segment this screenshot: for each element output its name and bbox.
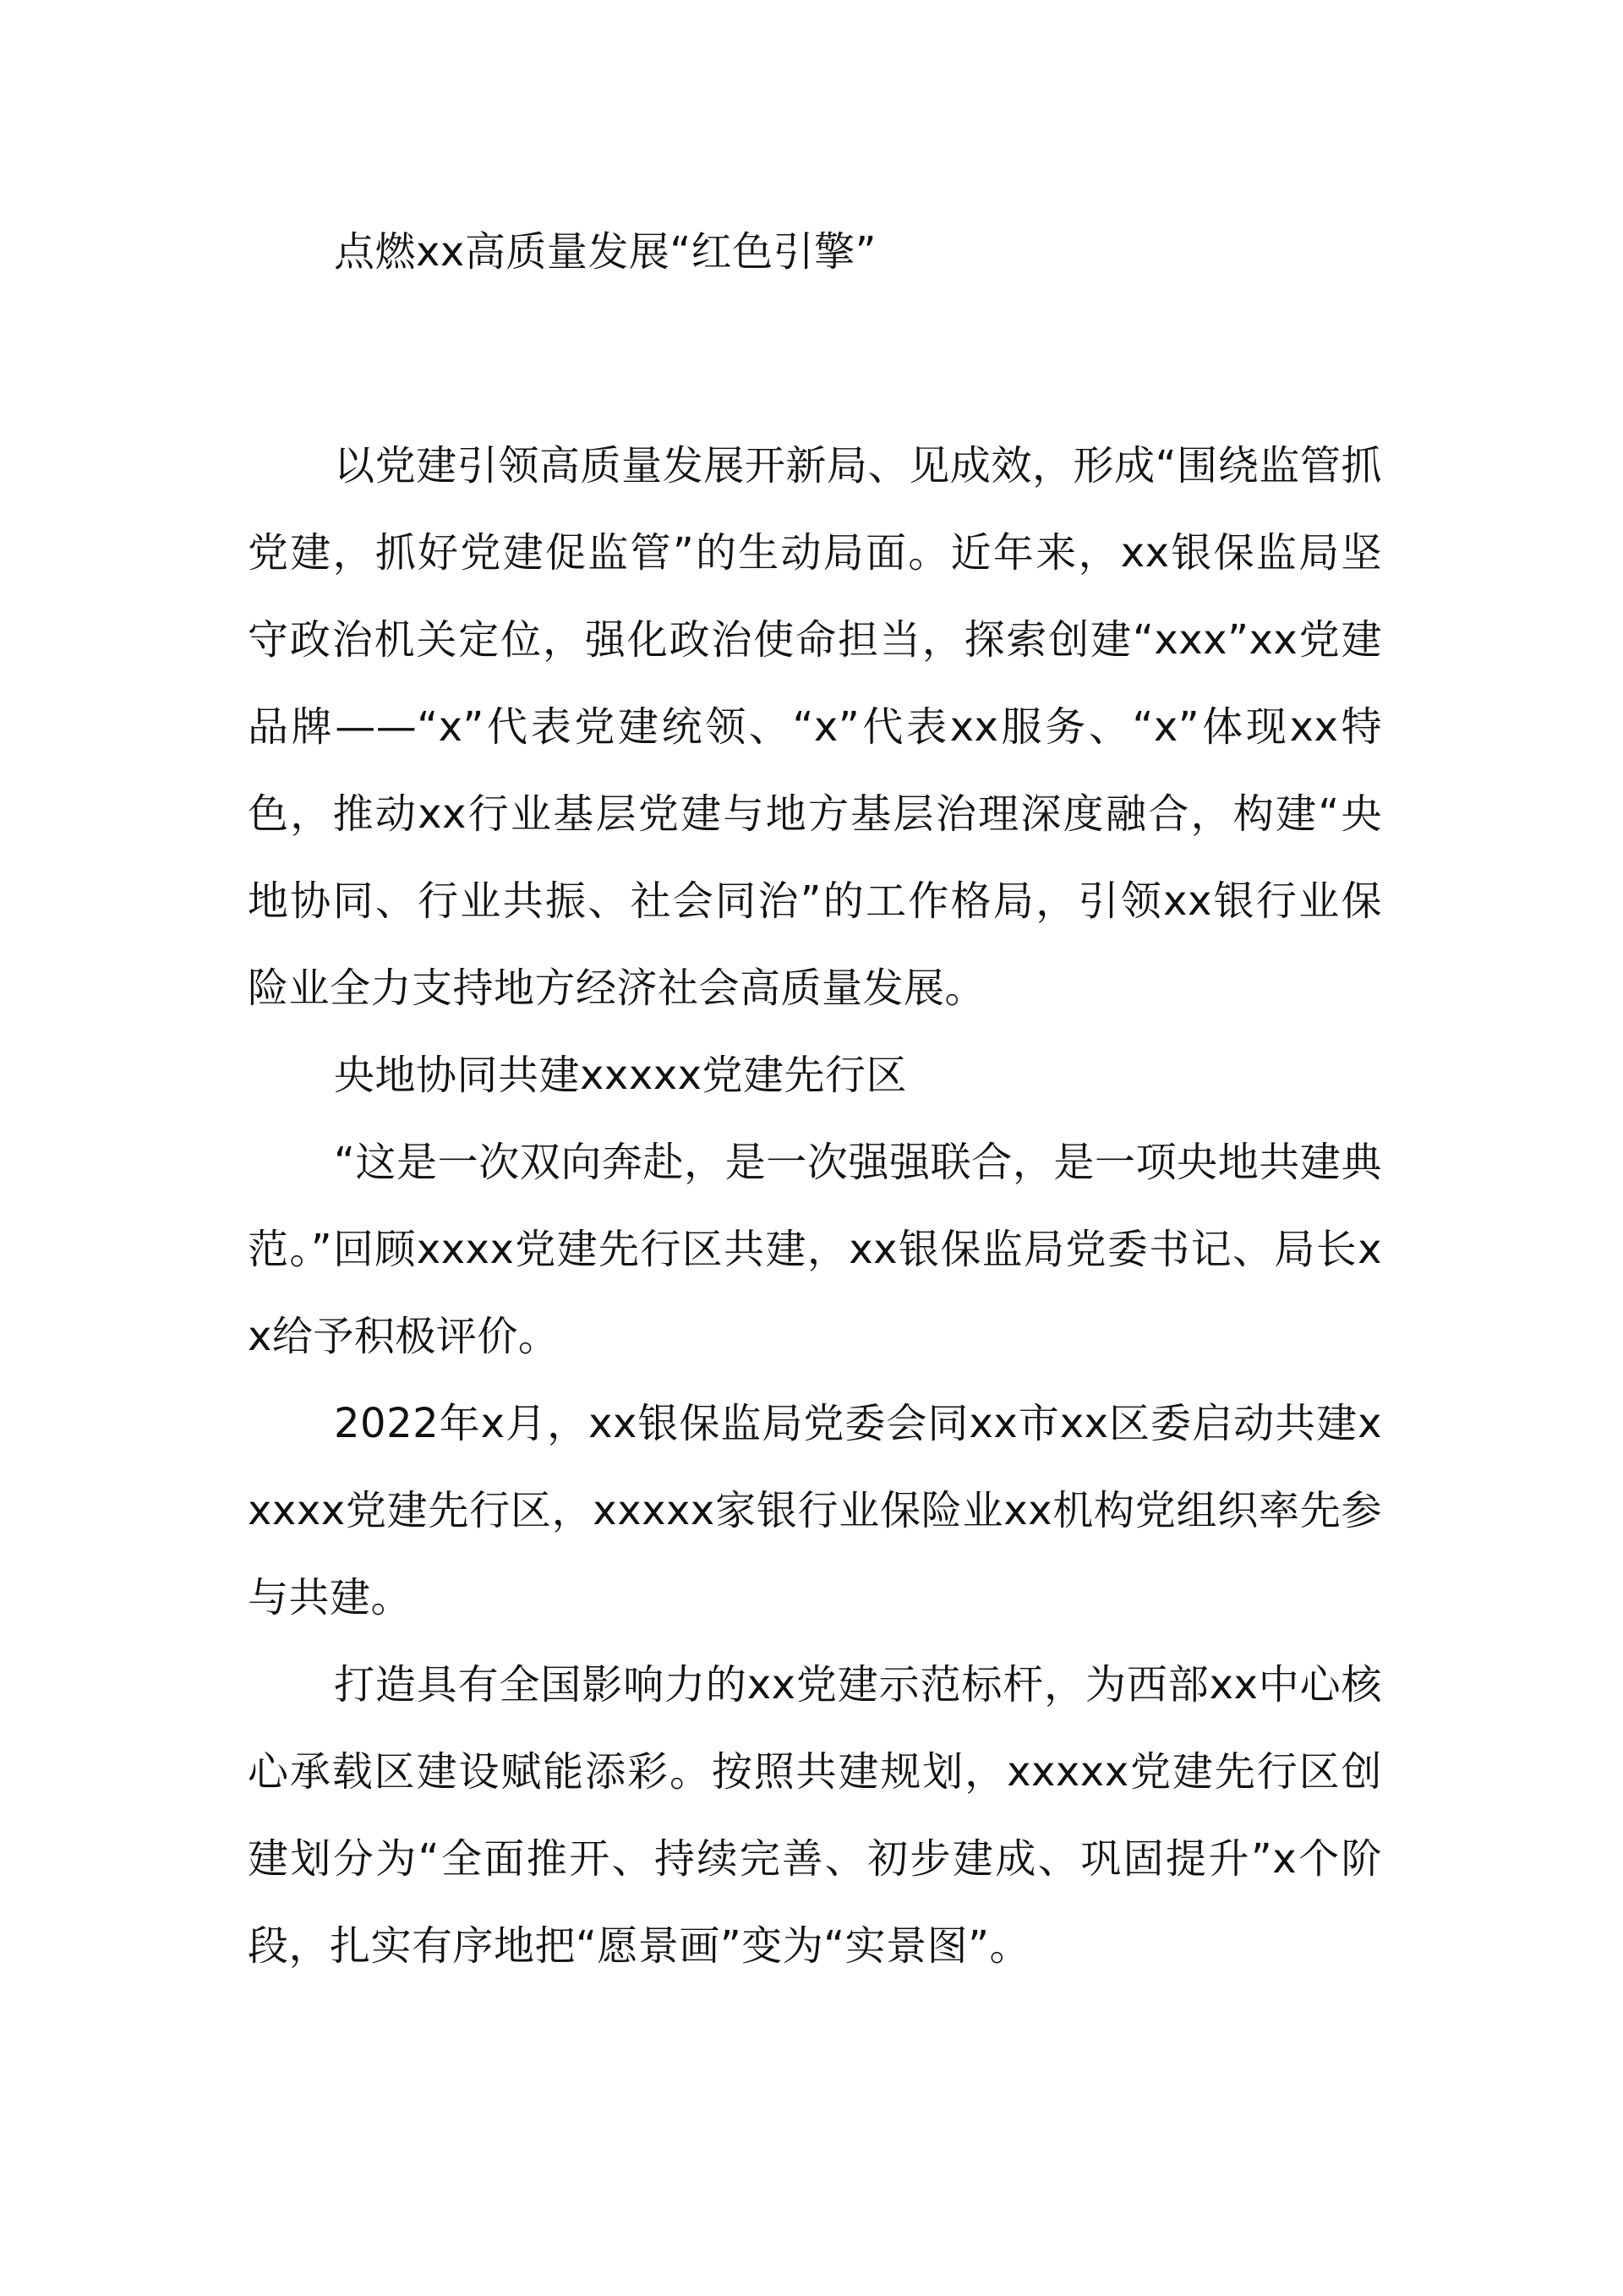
paragraph-quote: “这是一次双向奔赴，是一次强强联合，是一项央地共建典范。”回顾xxxx党建先行区共建，xx银保监局党委书记、局长xx给予积极评价。 (248, 1139, 1382, 1360)
document-body (248, 208, 1382, 1990)
title-spacer (248, 296, 1382, 423)
paragraph-plan: 打造具有全国影响力的xx党建示范标杆，为西部xx中心核心承载区建设赋能添彩。按照共建规划，xxxxx党建先行区创建划分为“全面推开、持续完善、初步建成、巩固提升”x个阶段，扎实有序地把“愿景画”变为“实景图”。 (248, 1661, 1382, 1970)
paragraph-launch: 2022年x月，xx银保监局党委会同xx市xx区委启动共建xxxxx党建先行区，xxxxx家银行业保险业xx机构党组织率先参与共建。 (248, 1400, 1382, 1621)
document-title: 点燃xx高质量发展“红色引擎” (334, 228, 877, 276)
section-heading: 央地协同共建xxxxx党建先行区 (334, 1052, 908, 1099)
paragraph-intro: 以党建引领高质量发展开新局、见成效，形成“围绕监管抓党建，抓好党建促监管”的生动局面。近年来，xx银保监局坚守政治机关定位，强化政治使命担当，探索创建“xxx”xx党建品牌——“x”代表党建统领、“x”代表xx服务、“x”体现xx特色，推动xx行业基层党建与地方基层治理深度融合，构建“央地协同、行业共振、社会同治”的工作格局，引领xx银行业保险业全力支持地方经济社会高质量发展。 (248, 442, 1382, 1012)
